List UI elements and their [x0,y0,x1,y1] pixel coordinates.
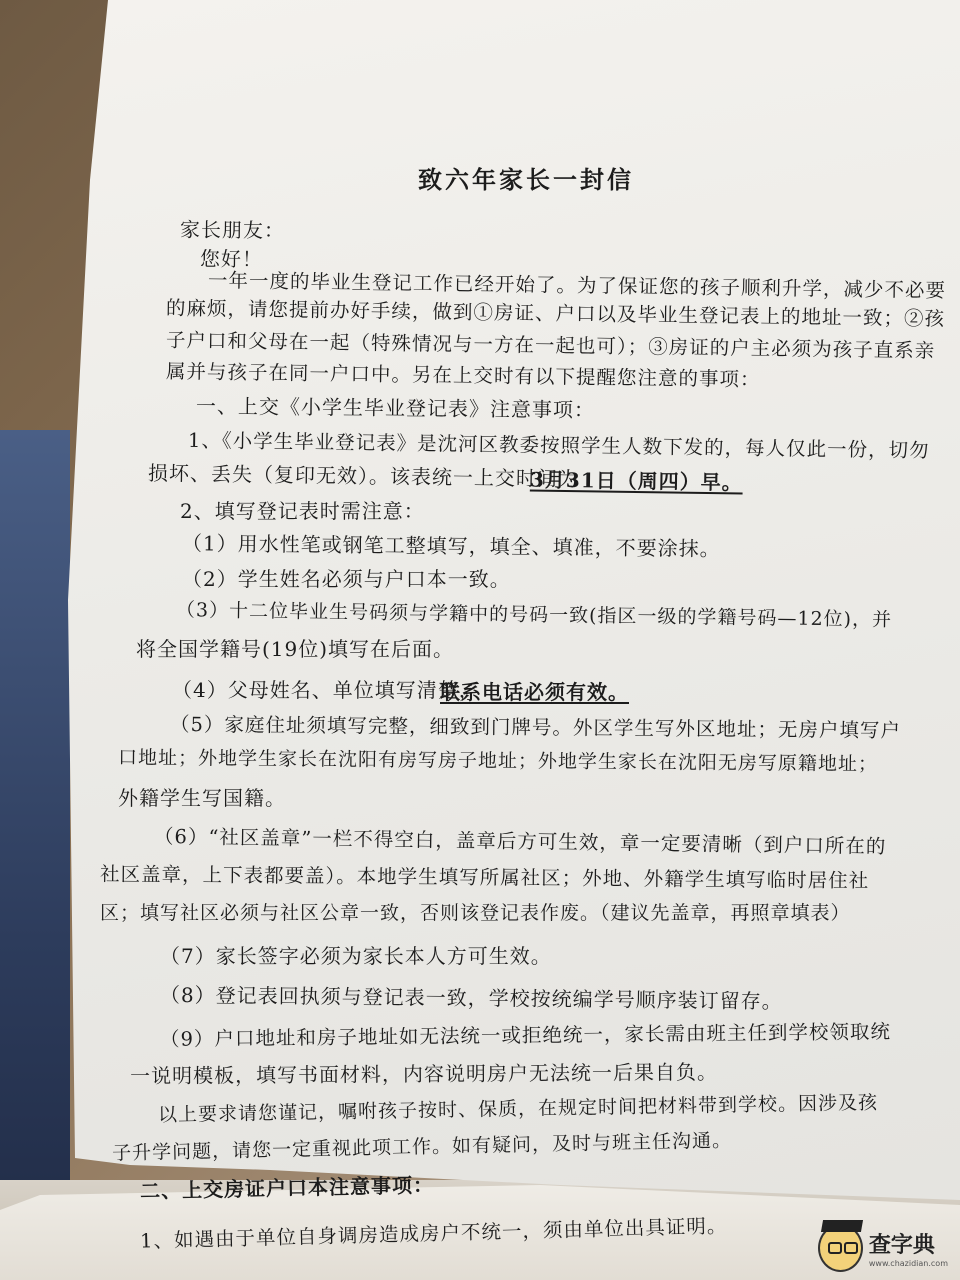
phone-requirement-highlight: 联系电话必须有效。 [440,680,629,704]
body-line: 1、《小学生毕业登记表》是沈河区教委按照学生人数下发的，每人仅此一份，切勿 [187,428,930,463]
list-item-5-cont: 口地址；外地学生家长在沈阳有房写房子地址；外地学生家长在沈阳无房写原籍地址； [117,746,879,776]
watermark [818,1222,948,1274]
item-heading-2: 2、填写登记表时需注意： [180,499,425,523]
list-item-7: （7）家长签字必须为家长本人方可生效。 [160,944,552,968]
watermark-url: www.chazidian.com [868,1259,948,1268]
list-item-1: （1）用水性笔或钢笔工整填写，填全、填准，不要涂抹。 [181,531,721,561]
list-item-9: （9）户口地址和房子地址如无法统一或拒绝统一，家长需由班主任到学校领取统 [159,1020,892,1051]
body-line: 的麻烦，请您提前办好手续，做到①房证、户口以及毕业生登记表上的地址一致；②孩 [165,296,946,331]
section-2-item-1: 1、如遇由于单位自身调房造成房户不统一，须由单位出具证明。 [139,1214,728,1253]
list-item-5: （5）家庭住址须填写完整，细致到门牌号。外区学生写外区地址；无房户填写户 [169,712,901,743]
watermark-name: 查字典 [868,1233,935,1258]
body-line: 损坏、丢失（复印无效）。该表统一上交时间为 [147,460,580,492]
list-item-9-cont: 一说明模板，填写书面材料，内容说明房户无法统一后果自负。 [129,1059,719,1089]
section-heading-1: 一、上交《小学生毕业登记表》注意事项： [195,393,596,423]
body-line: 一年一度的毕业生登记工作已经开始了。为了保证您的孩子顺利升学，减少不必要 [207,268,947,303]
list-item-4: （4）父母姓名、单位填写清楚， [172,678,480,702]
body-line: 子户口和父母在一起（特殊情况与一方在一起也可）；③房证的户主必须为孩子直系亲 [165,328,936,363]
list-item-6-cont: 社区盖章，上下表都要盖）。本地学生填写所属社区；外地、外籍学生填写临时居住社 [99,862,870,893]
list-item-2: （2）学生姓名必须与户口本一致。 [182,567,511,591]
list-item-8: （8）登记表回执须与登记表一致，学校按统编学号顺序装订留存。 [159,982,783,1014]
list-item-3-cont: 将全国学籍号(19位)填写在后面。 [136,637,455,661]
list-item-3: （3）十二位毕业生号码须与学籍中的号码一致(指区一级的学籍号码—12位)，并 [175,599,893,631]
section-heading-2: 二、上交房证户口本注意事项： [139,1172,435,1204]
closing-paragraph-cont: 子升学问题，请您一定重视此项工作。如有疑问，及时与班主任沟通。 [111,1129,733,1165]
body-line: 属并与孩子在同一户口中。另在上交时有以下提醒您注意的事项： [165,359,761,392]
salutation: 家长朋友： [179,217,286,243]
list-item-6-cont: 区；填写社区必须与社区公章一致，否则该登记表作废。（建议先盖章，再照章填表） [100,902,851,924]
greeting: 您好！ [199,246,264,272]
background-fabric [0,430,70,1280]
deadline-highlight: 3月31日（周四）早。 [529,467,743,495]
list-item-5-cont: 外籍学生写国籍。 [118,786,286,810]
list-item-6: （6）“社区盖章”一栏不得空白，盖章后方可生效，章一定要清晰（到户口所在的 [153,824,887,859]
closing-paragraph: 以上要求请您谨记，嘱咐孩子按时、保质，在规定时间把材料带到学校。因涉及孩 [157,1091,879,1127]
student-mascot-icon [818,1224,863,1272]
letter-title: 致六年家长一封信 [418,165,634,194]
